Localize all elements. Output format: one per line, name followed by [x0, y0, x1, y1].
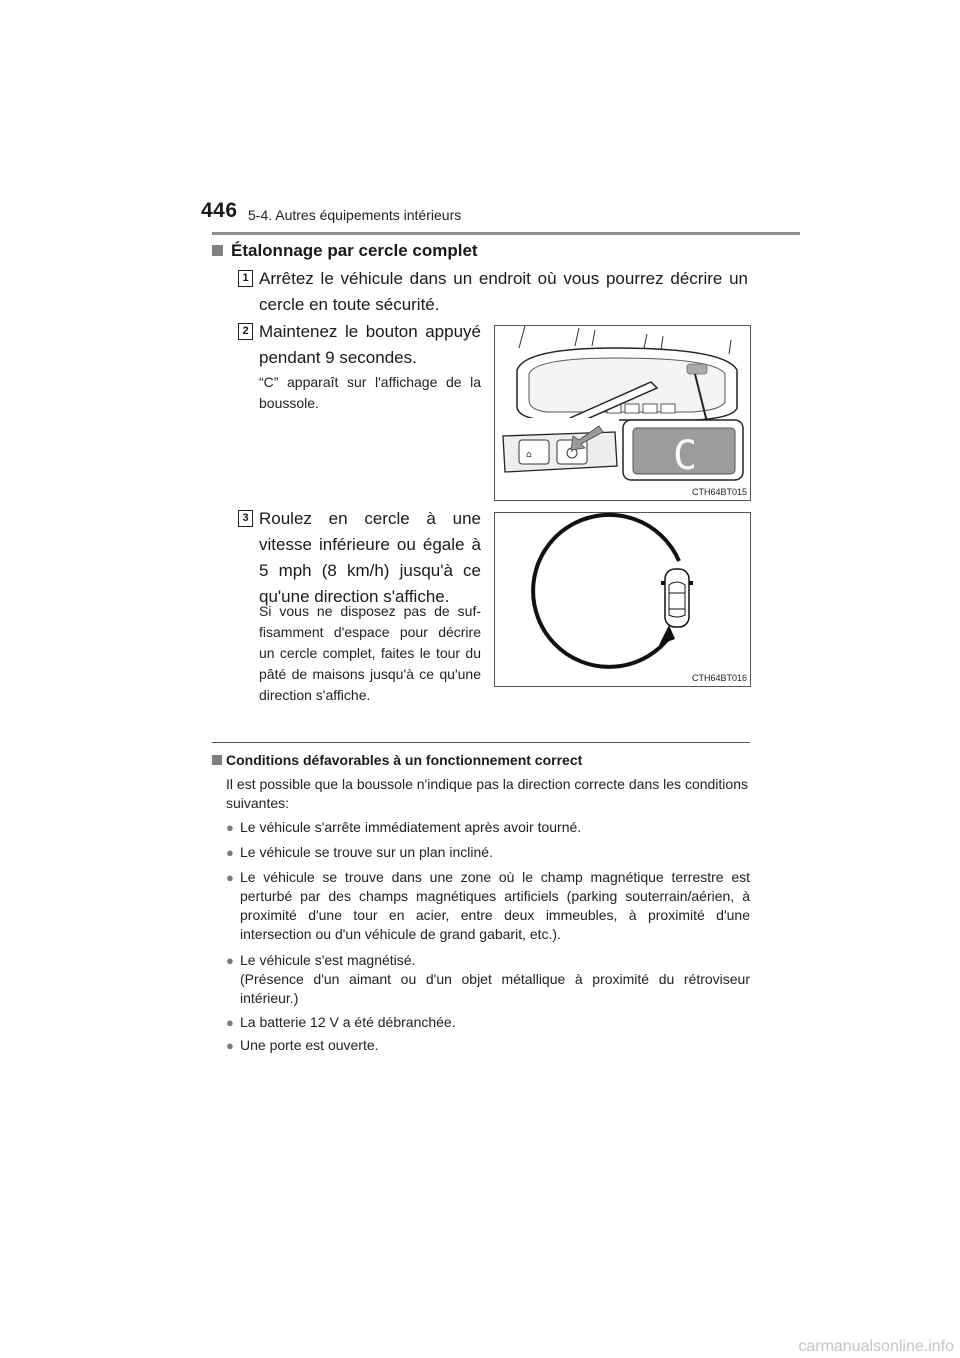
step-number-3: 3 [238, 510, 253, 527]
list-item [226, 951, 750, 1008]
step-1-text: Arrêtez le véhicule dans un endroit où vous pourrez décrire un cercle en toute sécurité. [259, 269, 748, 314]
bullet-icon: ● [226, 820, 234, 835]
step-number-1: 1 [238, 270, 253, 287]
list-item-text: Le véhicule s'arrête immédiatement après avoir tourné. [240, 819, 582, 835]
mirror-illustration [495, 326, 750, 500]
heading-text: Étalonnage par cercle complet [231, 241, 478, 260]
bullet-icon: ● [226, 845, 234, 860]
list-item [226, 818, 750, 837]
list-item-text: Le véhicule se trouve sur un plan incliné. [240, 844, 493, 860]
conditions-title [212, 752, 582, 768]
list-item [226, 868, 750, 944]
list-item-text: La batterie 12 V a été débranchée. [240, 1014, 456, 1030]
bullet-icon: ● [226, 1015, 234, 1030]
step-number-2: 2 [238, 323, 253, 340]
mirror-figure [494, 325, 751, 501]
header-rule [212, 232, 800, 235]
section-title: 5-4. Autres équipements intérieurs [248, 207, 462, 223]
conditions-title-text: Conditions défavorables à un fonctionnement correct [226, 752, 583, 768]
step-3-note: Si vous ne disposez pas de suf-fisamment d'espace pour décrire un cercle complet, faites le tour du pâté de maisons jusqu'à ce qu'une direction s'affiche. [259, 603, 481, 703]
list-item-text: Une porte est ouverte. [240, 1037, 379, 1053]
list-item-subtext: (Présence d'un aimant ou d'un objet métallique à proximité du rétroviseur intérieur.) [240, 971, 750, 1006]
step-2-note: “C” apparaît sur l'affichage de la boussole. [259, 374, 481, 411]
circle-illustration [495, 513, 750, 686]
step-2-text: Maintenez le bouton appuyé pendant 9 secondes. [259, 322, 481, 367]
list-item-text: Le véhicule s'est magnétisé. [240, 952, 416, 968]
step-3-text: Roulez en cercle à une vitesse inférieure ou égale à 5 mph (8 km/h) jusqu'à ce qu'une direction s'affiche. [259, 509, 481, 606]
watermark: carmanualsonline.info [798, 1338, 954, 1355]
circle-figure-code: CTH64BT016 [691, 673, 747, 683]
bullet-icon: ● [226, 953, 234, 968]
square-bullet-icon [212, 245, 223, 256]
page-number: 446 [201, 199, 238, 222]
section-divider [212, 742, 750, 743]
conditions-intro: Il est possible que la boussole n'indique pas la direction correcte dans les conditions suivantes: [226, 776, 748, 811]
compass-display-char: C [673, 433, 698, 479]
square-bullet-icon [212, 755, 222, 765]
bullet-icon: ● [226, 1038, 234, 1053]
svg-text:⌂: ⌂ [526, 450, 532, 460]
list-item [226, 1036, 750, 1055]
list-item [226, 843, 750, 862]
calibration-heading [212, 241, 478, 261]
circle-figure [494, 512, 751, 687]
list-item-text: Le véhicule se trouve dans une zone où le champ magnétique terrestre est perturbé par des champs magnétiques artificiels (parking souterrain/aérien, à proximité d'une tour en acier, entre deux immeubles, à proximité d'une intersection ou d'un véhicule de grand gabarit, etc.). [240, 869, 750, 942]
bullet-icon: ● [226, 870, 234, 885]
mirror-figure-code: CTH64BT015 [691, 487, 747, 497]
list-item [226, 1013, 750, 1032]
